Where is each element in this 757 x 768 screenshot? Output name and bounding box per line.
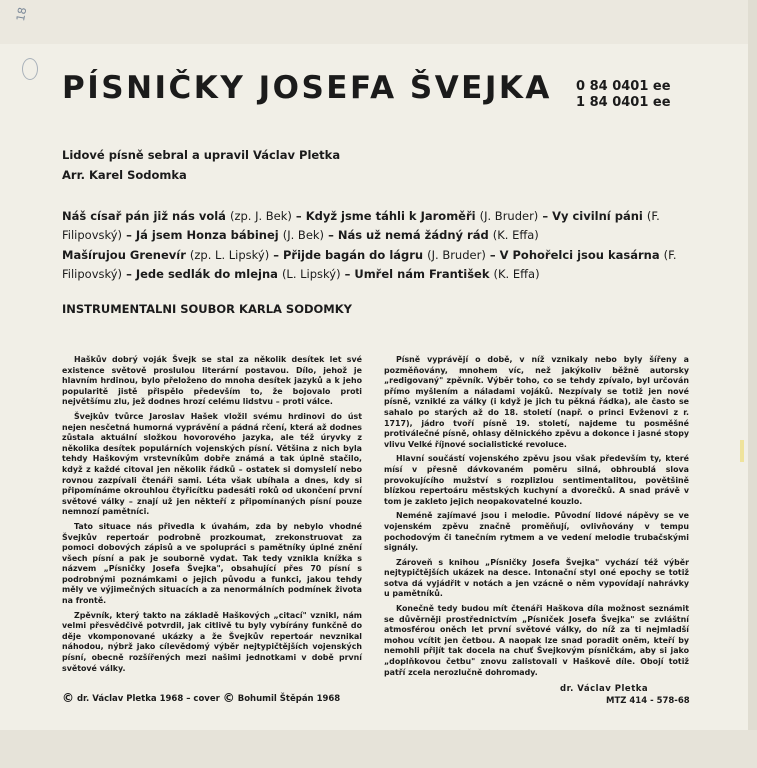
pencil-note: 18: [14, 6, 30, 23]
liner-notes-right: [384, 355, 689, 682]
catalog-number-1: 0 84 0401 ee: [576, 79, 671, 94]
track-composer: (zp. L. Lipský): [189, 248, 270, 262]
track-title: Náš císař pán již nás volá: [62, 209, 226, 223]
side2-tracklist: Mašírujou Grenevír (zp. L. Lipský) – Přijde bagán do lágru (J. Bruder) – V Pohořelci jsou kasárna (F. Filipovský) – Jede sedlák do mlejna (L. Lipský) – Umřel nám František (K. Effa): [62, 248, 677, 281]
liner-paragraph: Zpěvník, který takto na základě Haškových „citací" vznikl, nám velmi přesvědčivě potvrdil, jak citlivě tu byly vybírány funkčně do děje vkomponované ukázky a že Švejkův repertoár nevznikal náhodou, nýbrž jako cílevědomý výběr nejtypičtějších vojenských písní, obecně rozšířených mezi našimi jednotkami v době první světové války.: [62, 610, 362, 673]
print-code: MTZ 414 - 578-68: [606, 696, 690, 706]
side-strip: [748, 0, 757, 768]
track-title: Já jsem Honza bábinej: [135, 228, 279, 242]
track-title: Nás už nemá žádný rád: [337, 228, 489, 242]
page-title: PÍSNIČKY JOSEFA ŠVEJKA: [62, 70, 552, 106]
track-composer: (K. Effa): [492, 228, 539, 242]
liner-paragraph: Písně vyprávějí o době, v níž vznikaly nebo byly šířeny a pozměňovány, mnohem víc, než jakýkoliv běžně autorsky „redigovaný" zpěvník. Výběr toho, co se tehdy zpívalo, byl určován přímo myšlením a náladami vojáků. Nezpívaly se totiž jen nové písně, vzniklé za války (i když je jich tu pěkná řádka), ale často se sahalo po starých až do 18. století (např. o princi Evženovi z r. 1717), jádro tvoří písně 19. století, najdeme tu posměšné protiválečné písně, ohlasy dělnického zpěvu a dokonce i jasné stopy vlivu Velké říjnové socialistické revoluce.: [384, 355, 689, 449]
track-title: Přijde bagán do lágru: [282, 248, 424, 262]
track-composer: (K. Effa): [493, 267, 540, 281]
track-title: Jede sedlák do mlejna: [135, 267, 278, 281]
track-composer: (zp. J. Bek): [229, 209, 292, 223]
track-composer: (J. Bruder): [427, 248, 486, 262]
track-title: V Pohořelci jsou kasárna: [499, 248, 660, 262]
track-title: Vy civilní páni: [552, 209, 643, 223]
author-signature: dr. Václav Pletka: [560, 684, 649, 694]
liner-paragraph: Zároveň s knihou „Písničky Josefa Švejka" vychází též výběr nejtypičtějších ukázek na desce. Intonační styl oné epochy se totiž sotva dá vyjádřit v notách a jen vzácně o něm vypovídají nahrávky u pamětníků.: [384, 557, 689, 599]
track-composer: (J. Bruder): [479, 209, 539, 223]
copyright-icon: ©: [222, 691, 235, 705]
liner-paragraph: Tato situace nás přivedla k úvahám, zda by nebylo vhodné Švejkův repertoár podrobně prozkoumat, zrekonstruovat za pomoci dobových zápisů a ve spolupráci s pamětníky úplné znění všech písní a pak je souborně vydat. Tak tedy vznikla knížka s názvem „Písničky Josefa Švejka", obsahující přes 70 písní s podrobnými poznámkami o jejich původu a funkci, jakou tehdy měly ve výjimečných situacích a za nenormálních podmínek života na frontě.: [62, 521, 362, 606]
catalog-numbers: [576, 79, 671, 111]
ensemble-name: INSTRUMENTALNI SOUBOR KARLA SODOMKY: [62, 302, 352, 316]
copyright-text-cover: Bohumil Štěpán 1968: [237, 694, 341, 704]
track-title: Umřel nám František: [354, 267, 490, 281]
liner-paragraph: Konečně tedy budou mít čtenáři Haškova díla možnost seznámit se důvěrněji prostřednictvím „Písniček Josefa Švejka" se zvláštní atmosférou oněch let první světové války, do níž za ti nejmladší mohou vcítit jen četbou. A naopak lze snad poradit oněm, kteří by nemohli přijít tak docela na chuť Švejkovým písničkám, aby si jako „doplňkovou četbu" znovu zalistovali v Haškově díle. Obojí totiž patří zcela nerozlučně dohromady.: [384, 604, 689, 677]
track-composer: (L. Lipský): [281, 267, 341, 281]
top-strip: [0, 0, 757, 44]
copyright-text-notes: dr. Václav Pletka 1968 – cover: [76, 694, 220, 704]
track-composer: (F. Filipovský): [62, 248, 677, 281]
liner-paragraph: Haškův dobrý voják Švejk se stal za několik desítek let své existence světově proslulou literární postavou. Dílo, jehož je hlavním hrdinou, bylo přeloženo do mnoha desítek jazyků a k jeho popularitě jistě přispělo především to, že bojovalo proti největšímu zlu, jež dodnes hrozí celému lidstvu – proti válce.: [62, 355, 362, 407]
track-title: Když jsme táhli k Jaroměři: [305, 209, 476, 223]
copyright-line: [62, 691, 340, 705]
copyright-icon: ©: [62, 691, 74, 705]
pencil-circle-mark: [22, 58, 38, 80]
track-composer: (J. Bek): [282, 228, 325, 242]
catalog-number-2: 1 84 0401 ee: [576, 95, 671, 110]
liner-paragraph: Neméně zajímavé jsou i melodie. Původní lidové nápěvy se ve vojenském zpěvu značně proměňují, ovlivňovány v tempu pochodovým či tanečním rytmem a ve vedení melodie trubačskými signály.: [384, 511, 689, 553]
credit-line-arranger: Arr. Karel Sodomka: [62, 168, 187, 182]
liner-paragraph: Hlavní součástí vojenského zpěvu jsou však především ty, které mísí v přesně dávkovaném poměru silná, obhroublá slova provokujícího mužství s rozplizlou sentimentalitou, povětšině blízkou repertoáru městských kuchyní a dvorečků. A snad právě v tom je zakleto jejich neopakovatelné kouzlo.: [384, 454, 689, 506]
side1-tracklist: Náš císař pán již nás volá (zp. J. Bek) – Když jsme táhli k Jaroměři (J. Bruder) – Vy civilní páni (F. Filipovský) – Já jsem Honza bábinej (J. Bek) – Nás už nemá žádný rád (K. Effa): [62, 209, 660, 242]
bottom-strip: [0, 730, 757, 768]
liner-notes-left: [62, 355, 362, 678]
credit-line-collected: Lidové písně sebral a upravil Václav Pletka: [62, 148, 341, 162]
yellow-mark: [740, 440, 744, 462]
track-title: Mašírujou Grenevír: [62, 248, 186, 262]
liner-paragraph: Švejkův tvůrce Jaroslav Hašek vložil svému hrdinovi do úst nejen nesčetná humorná vyprávění a pádná rčení, která až dodnes zůstala aktuální složkou hovorového jazyka, ale též úryvky z několika desítek populárních vojenských písní. Většina z nich byla tehdy Haškovým vrstevníkům dobře známá a tak úplně stačilo, když z každé citoval jen několik řádků – ostatek si domyslelí nebo rovnou zazpívali čtenáři sami. Léta však ubíhala a dnes, kdy si připomínáme okrouhlou čtyřicítku padesáti roků od ukončení první světové války – znají už jen někteří z připomínaných písní pouze nemnozí pamětníci.: [62, 411, 362, 517]
track-composer: (F. Filipovský): [62, 209, 660, 242]
